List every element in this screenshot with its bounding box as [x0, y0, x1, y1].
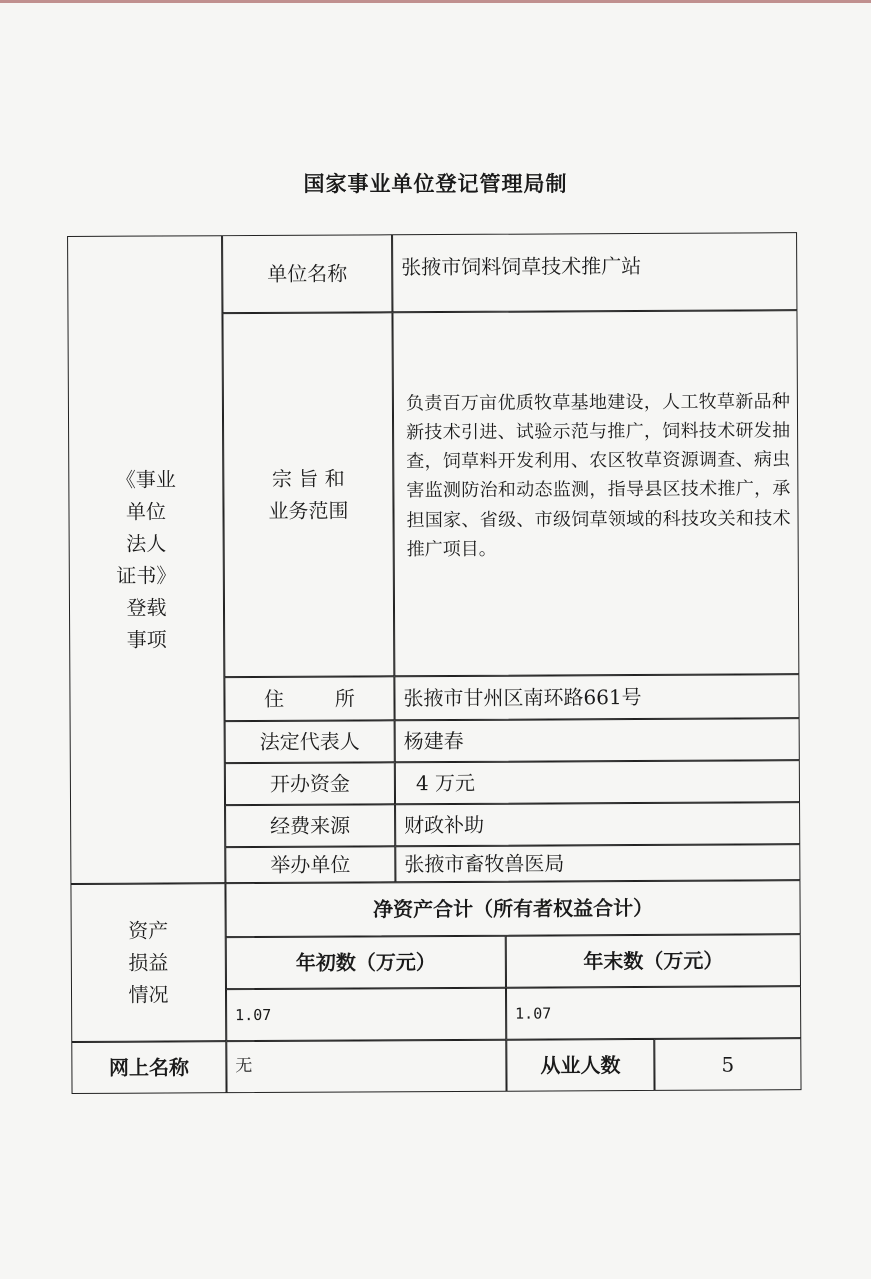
- scope-label: 宗 旨 和 业务范围: [222, 312, 394, 677]
- unit-name-label: 单位名称: [222, 234, 392, 313]
- capital-label: 开办资金: [225, 762, 395, 805]
- legal-rep-label: 法定代表人: [225, 720, 395, 763]
- capital-value: 4 万元: [395, 760, 800, 804]
- year-end-header: 年末数（万元）: [506, 934, 801, 988]
- registration-section-label: 《事业 单位 法人 证书》 登载 事项: [67, 235, 225, 884]
- funding-source-value: 财政补助: [395, 802, 800, 846]
- net-assets-header: 净资产合计（所有者权益合计）: [225, 880, 800, 937]
- web-name-value: 无: [226, 1040, 506, 1093]
- page-top-edge: [0, 0, 871, 3]
- unit-name-value: 张掖市饲料饲草技术推广站: [392, 232, 797, 312]
- funding-source-label: 经费来源: [225, 804, 395, 847]
- scope-value: 负责百万亩优质牧草基地建设，人工牧草新品种新技术引进、试验示范与推广，饲料技术研发抽查，饲草料开发利用、农区牧草资源调查、病虫害监测防治和动态监测，指导县区技术推广，承担国家、省级、市级饲草领域的科技攻关和技术推广项目。: [405, 391, 791, 561]
- sponsor-value: 张掖市畜牧兽医局: [395, 844, 800, 882]
- staff-count-value: 5: [654, 1038, 801, 1091]
- sponsor-label: 举办单位: [225, 846, 395, 883]
- web-name-label: 网上名称: [71, 1041, 226, 1094]
- assets-section-label: 资产 损益 情况: [70, 883, 226, 1042]
- year-start-header: 年初数（万元）: [226, 936, 506, 989]
- year-start-value: 1.07: [226, 988, 506, 1041]
- address-label: 住 所: [224, 676, 394, 721]
- staff-count-label: 从业人数: [506, 1039, 654, 1092]
- document-title: 国家事业单位登记管理局制: [303, 171, 568, 196]
- legal-rep-value: 杨建春: [395, 718, 800, 762]
- registration-table: [67, 222, 802, 1094]
- address-value: 张掖市甘州区南环路661号: [394, 674, 799, 720]
- year-end-value: 1.07: [506, 986, 801, 1040]
